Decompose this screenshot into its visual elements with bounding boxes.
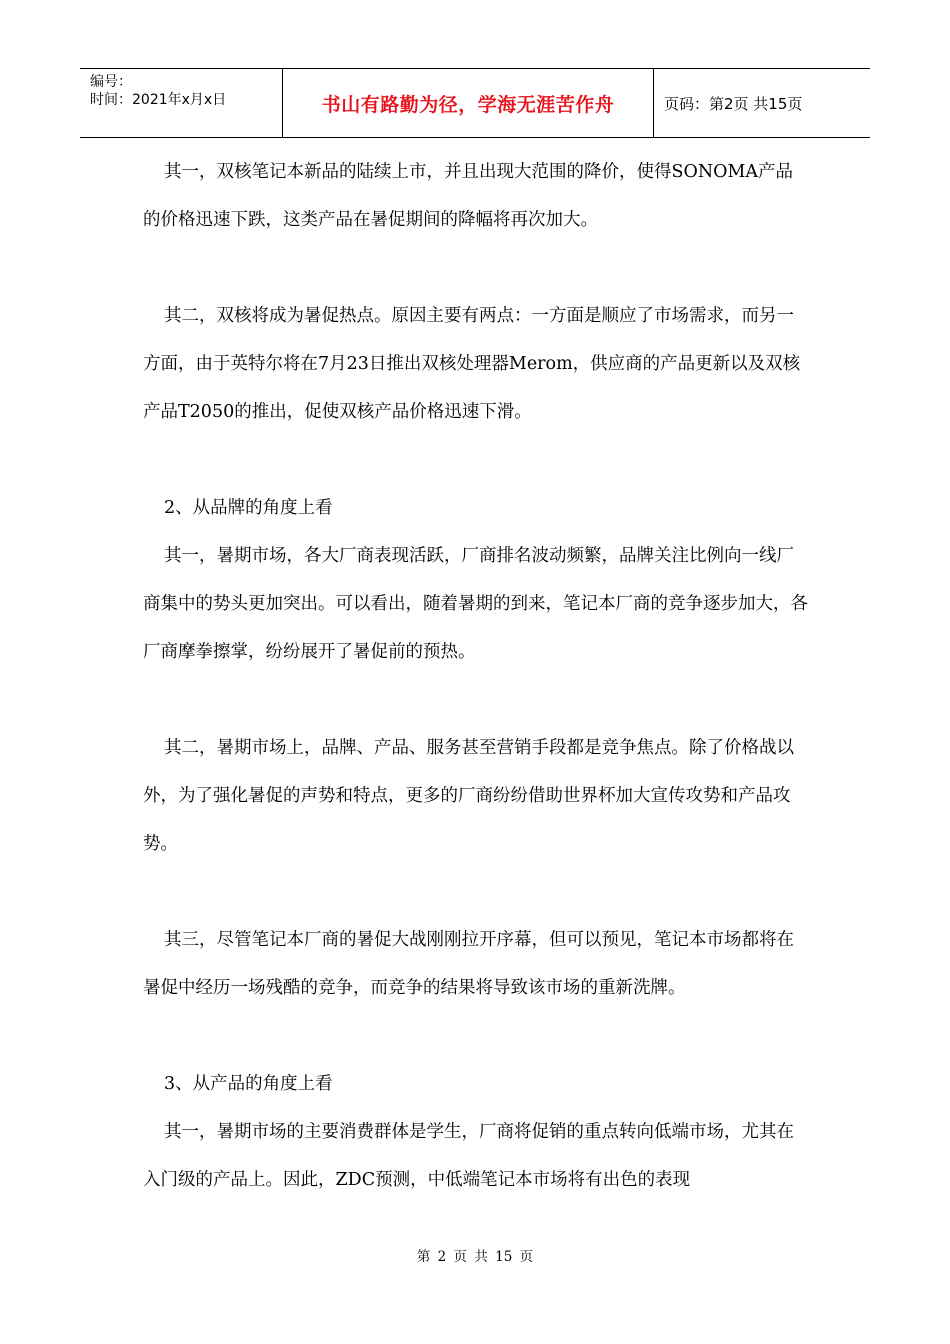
page-footer: 第 2 页 共 15 页: [416, 1249, 534, 1265]
section-heading-brand: 2、从品牌的角度上看: [164, 498, 333, 518]
document-number-label: 编号：: [90, 74, 132, 90]
paragraph-brand-3: 其三，尽管笔记本厂商的暑促大战刚刚拉开序幕，但可以预见，笔记本市场都将在暑促中经历一场残酷的竞争，而竞争的结果将导致该市场的重新洗牌。: [143, 930, 794, 998]
header-motto-cell: [282, 69, 654, 137]
paragraph-dual-core-2: 其二，双核将成为暑促热点。原因主要有两点：一方面是顺应了市场需求，而另一方面，由于英特尔将在7月23日推出双核处理器Merom，供应商的产品更新以及双核产品T2050的推出，促使双核产品价格迅速下滑。: [143, 306, 801, 422]
header-meta: [80, 69, 282, 137]
document-body: [143, 148, 808, 1204]
blank-line: [143, 1012, 808, 1060]
blank-line: [143, 436, 808, 484]
header-motto: 书山有路勤为径，学海无涯苦作舟: [321, 93, 615, 116]
paragraph-dual-core-1: 其一，双核笔记本新品的陆续上市，并且出现大范围的降价，使得SONOMA产品的价格迅速下跌，这类产品在暑促期间的降幅将再次加大。: [143, 162, 794, 230]
blank-line: [143, 244, 808, 292]
paragraph-product-1: 其一，暑期市场的主要消费群体是学生，厂商将促销的重点转向低端市场，尤其在入门级的产品上。因此，ZDC预测，中低端笔记本市场将有出色的表现: [143, 1122, 794, 1190]
header-page-info: 页码：第2页 共15页: [664, 94, 803, 113]
paragraph-brand-1: 其一，暑期市场，各大厂商表现活跃，厂商排名波动频繁，品牌关注比例向一线厂商集中的势头更加突出。可以看出，随着暑期的到来，笔记本厂商的竞争逐步加大，各厂商摩拳擦掌，纷纷展开了暑促前的预热。: [143, 546, 808, 662]
page-header: [80, 68, 870, 138]
document-date: 时间：2021年x月x日: [90, 92, 227, 108]
blank-line: [143, 676, 808, 724]
paragraph-brand-2: 其二，暑期市场上，品牌、产品、服务甚至营销手段都是竞争焦点。除了价格战以外，为了强化暑促的声势和特点，更多的厂商纷纷借助世界杯加大宣传攻势和产品攻势。: [143, 738, 794, 854]
blank-line: [143, 868, 808, 916]
section-heading-product: 3、从产品的角度上看: [164, 1074, 333, 1094]
